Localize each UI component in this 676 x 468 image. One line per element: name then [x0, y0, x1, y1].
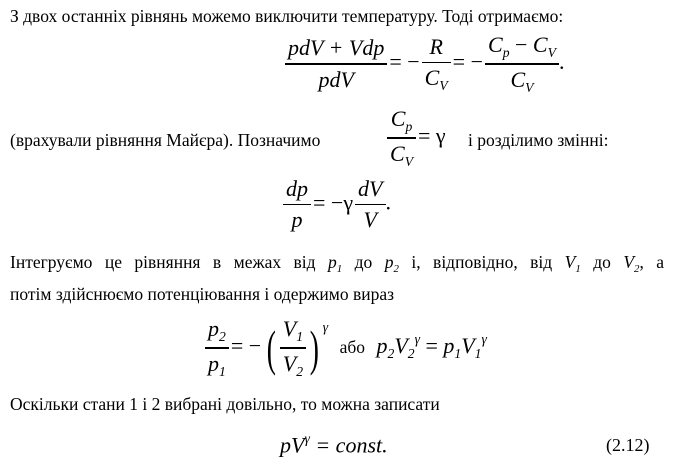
paragraph-potentiation: потім здійснюємо потенціювання і одержимо вираз — [10, 284, 395, 304]
paragraph-arbitrary: Оскільки стани 1 і 2 вибрані довільно, то можна записати — [10, 394, 440, 414]
equation-1: $\frac{\text{pdV + Vdp}}{\text{pdV}}$ = − $\frac{R}{C_V}$ = − $\frac{C_p - C_V}{C_V}$ . — [285, 34, 564, 94]
equation-3: $\frac{p_2}{p_1}$ = − ( $\frac{V_1}{V_2}$ ) $^\gamma$ або $p_2V_2^\gamma = p_1V_1^\gamma$ — [205, 318, 487, 378]
equation-number: (2.12) — [606, 435, 650, 455]
gamma-definition: $\frac{C_p}{C_V}$ = γ — [387, 108, 448, 168]
paragraph-integration: Інтегруємо це рівняння в межах від $p_1$ до $p_2$ і, відповідно, від $V_1$ до $V_2$, а — [10, 252, 665, 275]
paragraph-intro: З двох останніх рівнянь можемо виключити температуру. Тоді отримаємо: — [10, 6, 564, 26]
eq1-fraction-3: $\frac{C_p - C_V}{C_V}$ — [485, 34, 559, 94]
paragraph-mayer-before: (врахували рівняння Майєра). Позначимо — [10, 130, 321, 150]
paragraph-mayer-after: і розділимо змінні: — [468, 130, 609, 150]
abo-word: або — [339, 337, 366, 358]
equation-4: $pV^\gamma$ = const. — [280, 431, 388, 458]
equation-2: $\frac{dp}{p}$ = −γ $\frac{dV}{V}$ . — [283, 178, 391, 231]
eq1-fraction-1: $\frac{\text{pdV + Vdp}}{\text{pdV}}$ — [285, 37, 387, 90]
eq1-fraction-2: $\frac{R}{C_V}$ — [422, 36, 451, 93]
